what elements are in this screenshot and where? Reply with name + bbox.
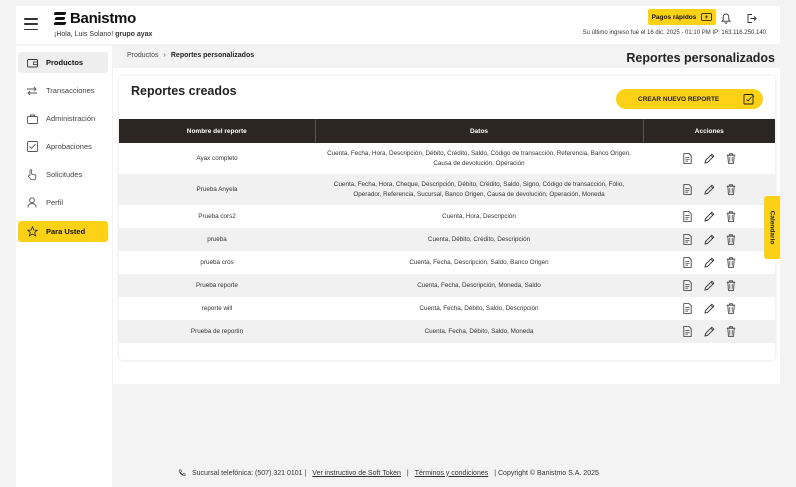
report-data: Cuenta, Fecha, Hora, Descripción, Débito, Crédito, Saldo, Código de transacción, Referencia, Banco Origen, Causa de devolución, Operación	[327, 150, 631, 167]
card-lightning-icon	[701, 13, 712, 21]
delete-trash-icon[interactable]	[726, 326, 737, 337]
briefcase-icon	[26, 113, 38, 125]
terms-link[interactable]: Términos y condiciones	[414, 469, 489, 477]
report-data: Cuenta, Fecha, Débito, Saldo, Moneda	[315, 320, 643, 343]
sidebar-item-transacciones[interactable]	[18, 80, 108, 101]
table-header-row	[119, 119, 775, 143]
last-login-info: Su último ingreso fue el 16 dic. 2025 - 01:10 PM IP: 163.116.250.140	[582, 30, 766, 36]
sidebar-item-label: Productos	[46, 58, 84, 67]
sidebar-item-label: Transacciones	[46, 86, 95, 95]
sidebar-item-label: Para Usted	[46, 227, 86, 236]
edit-pencil-icon[interactable]	[704, 234, 715, 245]
report-name: prueba cros	[200, 258, 234, 266]
view-document-icon[interactable]	[682, 211, 693, 222]
banistmo-mark-icon	[54, 12, 66, 26]
view-document-icon[interactable]	[682, 326, 693, 337]
calendar-tab-label: Calendario	[768, 210, 776, 245]
table-row	[119, 228, 775, 251]
edit-pencil-icon[interactable]	[704, 303, 715, 314]
delete-trash-icon[interactable]	[726, 303, 737, 314]
greeting	[54, 31, 152, 38]
calendar-tab[interactable]	[764, 196, 780, 259]
bell-icon[interactable]	[720, 12, 732, 24]
sidebar	[16, 46, 112, 487]
sidebar-item-administracion[interactable]	[18, 108, 108, 129]
report-actions	[643, 297, 775, 320]
breadcrumb-current: Reportes personalizados	[170, 52, 255, 59]
sidebar-item-perfil[interactable]	[18, 192, 108, 213]
pagos-rapidos-button[interactable]	[648, 9, 716, 25]
user-icon	[26, 197, 38, 209]
checklist-icon	[26, 141, 38, 153]
sidebar-item-label: Administración	[46, 114, 96, 123]
sidebar-item-aprobaciones[interactable]	[18, 136, 108, 157]
table-row	[119, 143, 775, 174]
table-row	[119, 274, 775, 297]
edit-document-icon	[743, 93, 755, 105]
report-data: Cuenta, Fecha, Hora, Cheque, Descripción, Débito, Crédito, Saldo, Signo, Código de transacción, Folio, Operador, Referencia, Sucursal, Banco Origen, Causa de devolución, Operación, Moneda	[315, 174, 643, 205]
delete-trash-icon[interactable]	[726, 184, 737, 195]
view-document-icon[interactable]	[682, 257, 693, 268]
report-name: prueba	[119, 228, 315, 251]
view-document-icon[interactable]	[682, 303, 693, 314]
page-title: Reportes personalizados	[626, 51, 775, 65]
create-report-label: CREAR NUEVO REPORTE	[638, 95, 720, 103]
hamburger-menu-icon[interactable]	[24, 18, 38, 30]
transfer-arrows-icon	[26, 85, 38, 97]
report-actions	[643, 174, 775, 205]
wallet-icon	[26, 57, 38, 69]
logout-icon[interactable]	[745, 12, 757, 24]
delete-trash-icon[interactable]	[726, 280, 737, 291]
sidebar-item-label: Perfil	[46, 198, 64, 207]
table-row	[119, 251, 775, 274]
view-document-icon[interactable]	[682, 184, 693, 195]
edit-pencil-icon[interactable]	[704, 257, 715, 268]
report-actions	[643, 228, 775, 251]
report-actions	[643, 143, 775, 174]
banistmo-logo[interactable]	[54, 10, 136, 27]
sidebar-item-label: Aprobaciones	[46, 142, 92, 151]
report-name: Prueba cors2	[198, 212, 236, 220]
footer	[178, 469, 599, 477]
pagos-rapidos-label: Pagos rápidos	[651, 13, 697, 21]
report-name: Prueba reporte	[119, 274, 315, 297]
sidebar-item-productos[interactable]	[18, 52, 108, 73]
sidebar-item-solicitudes[interactable]	[18, 164, 108, 185]
report-data: Cuenta, Fecha, Débito, Saldo, Descripción	[419, 304, 539, 312]
view-document-icon[interactable]	[682, 234, 693, 245]
report-actions	[643, 205, 775, 228]
report-data: Cuenta, Débito, Crédito, Descripción	[315, 228, 643, 251]
delete-trash-icon[interactable]	[726, 153, 737, 164]
report-actions	[643, 251, 775, 274]
footer-separator: |	[406, 469, 409, 477]
phone-icon	[178, 469, 186, 477]
report-data: Cuenta, Fecha, Descripción, Moneda, Saldo	[315, 274, 643, 297]
view-document-icon[interactable]	[682, 280, 693, 291]
report-actions	[643, 320, 775, 343]
edit-pencil-icon[interactable]	[704, 211, 715, 222]
delete-trash-icon[interactable]	[726, 257, 737, 268]
star-icon	[26, 226, 38, 238]
edit-pencil-icon[interactable]	[704, 184, 715, 195]
report-actions	[643, 274, 775, 297]
breadcrumb	[127, 52, 254, 59]
sidebar-item-para-usted[interactable]	[18, 221, 108, 242]
column-header-acciones: Acciones	[643, 119, 775, 143]
top-header	[16, 6, 780, 44]
delete-trash-icon[interactable]	[726, 211, 737, 222]
table-row	[119, 174, 775, 205]
footer-phone: Sucursal telefónica: (507) 321 0101 |	[192, 469, 307, 477]
report-name: Ayax completo	[196, 154, 238, 162]
report-data: Cuenta, Hora, Descripción	[442, 212, 516, 220]
table-row	[119, 205, 775, 228]
sidebar-item-label: Solicitudes	[46, 170, 83, 179]
reports-card	[119, 76, 775, 360]
column-header-datos: Datos	[315, 119, 643, 143]
edit-pencil-icon[interactable]	[704, 280, 715, 291]
reports-table	[119, 119, 775, 343]
breadcrumb-separator: ›	[163, 52, 166, 59]
brand-name: Banistmo	[70, 10, 136, 27]
report-data: Cuenta, Fecha, Descripción, Saldo, Banco Origen	[409, 258, 549, 266]
view-document-icon[interactable]	[682, 153, 693, 164]
greeting-text: ¡Hola, Luis Solano!	[54, 31, 116, 38]
create-report-button[interactable]	[616, 89, 763, 109]
report-name: reporte will	[201, 304, 233, 312]
soft-token-link[interactable]: Ver instructivo de Soft Token	[312, 469, 401, 477]
report-name: Prueba de reportin	[119, 320, 315, 343]
column-header-nombre: Nombre del reporte	[119, 119, 315, 143]
table-row	[119, 297, 775, 320]
footer-copyright: | Copyright © Banistmo S.A. 2025	[494, 469, 599, 477]
edit-pencil-icon[interactable]	[704, 326, 715, 337]
card-title: Reportes creados	[131, 84, 237, 98]
edit-pencil-icon[interactable]	[704, 153, 715, 164]
report-name: Prueba Anyela	[119, 174, 315, 205]
hand-pointer-icon	[26, 169, 38, 181]
table-row	[119, 320, 775, 343]
delete-trash-icon[interactable]	[726, 234, 737, 245]
company-name: grupo ayax	[115, 31, 153, 38]
breadcrumb-root[interactable]: Productos	[127, 52, 159, 59]
